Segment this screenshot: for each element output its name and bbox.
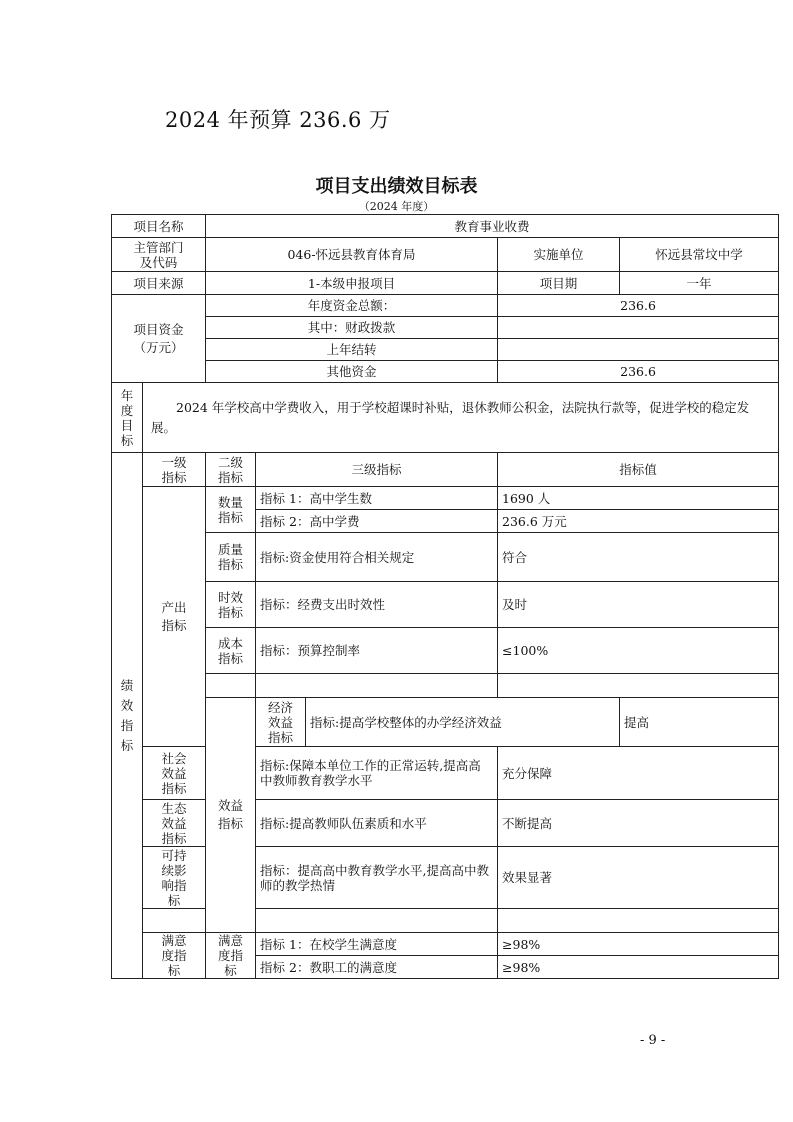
fund-prev-label: 上年结转 xyxy=(206,339,498,361)
table-row xyxy=(112,238,779,272)
indicator-q2-value: 236.6 万元 xyxy=(498,510,779,533)
empty-cell xyxy=(143,909,206,933)
indicator-timely-name: 指标：经费支出时效性 xyxy=(256,582,498,628)
annual-goal-text: 2024 年学校高中学费收入，用于学校超课时补贴，退休教师公积金，法院执行款等，促进学校的稳定发展。 xyxy=(143,383,779,453)
level2-header: 二级 指标 xyxy=(206,453,256,487)
table-row xyxy=(112,272,779,295)
table-row xyxy=(112,295,779,317)
indicator-cost-name: 指标：预算控制率 xyxy=(256,628,498,674)
indicator-timely-value: 及时 xyxy=(498,582,779,628)
indicator-econ-value: 提高 xyxy=(620,698,779,747)
project-source-value: 1-本级申报项目 xyxy=(206,272,498,295)
value-header: 指标值 xyxy=(498,453,779,487)
project-source-label: 项目来源 xyxy=(112,272,206,295)
performance-indicator-label: 绩 效 指 标 xyxy=(112,453,143,979)
table-row xyxy=(112,487,779,510)
performance-goal-table xyxy=(111,214,779,979)
project-period-value: 一年 xyxy=(620,272,779,295)
implementing-unit-value: 怀远县常坟中学 xyxy=(620,238,779,272)
indicator-econ-name: 指标:提高学校整体的办学经济效益 xyxy=(306,698,620,747)
economic-benefit-label: 经济 效益 指标 xyxy=(256,698,306,747)
indicator-cost-value: ≤100% xyxy=(498,628,779,674)
table-row xyxy=(112,698,779,747)
department-label: 主管部门 及代码 xyxy=(112,238,206,272)
satisfaction-indicator-label: 满意 度指 标 xyxy=(143,933,206,979)
indicator-q1-name: 指标 1：高中学生数 xyxy=(256,487,498,510)
quality-indicator-label: 质量 指标 xyxy=(206,533,256,582)
indicator-social-value: 充分保障 xyxy=(498,747,779,800)
indicator-s2-name: 指标 2：教职工的满意度 xyxy=(256,956,498,979)
annual-goal-label: 年 度 目 标 xyxy=(112,383,143,453)
indicator-q1-value: 1690 人 xyxy=(498,487,779,510)
table-row xyxy=(112,383,779,453)
table-row xyxy=(112,453,779,487)
project-name-label: 项目名称 xyxy=(112,215,206,238)
output-indicator-label: 产出 指标 xyxy=(143,487,206,747)
fund-fiscal-value xyxy=(498,317,779,339)
table-row xyxy=(112,215,779,238)
empty-cell xyxy=(256,909,498,933)
indicator-q2-name: 指标 2：高中学费 xyxy=(256,510,498,533)
sustainable-impact-label: 可持 续影 响指 标 xyxy=(143,847,206,909)
table-row xyxy=(112,933,779,956)
implementing-unit-label: 实施单位 xyxy=(498,238,620,272)
indicator-eco-value: 不断提高 xyxy=(498,800,779,847)
indicator-quality-value: 符合 xyxy=(498,533,779,582)
indicator-sustain-name: 指标：提高高中教育教学水平,提高高中教师的教学热情 xyxy=(256,847,498,909)
empty-cell xyxy=(256,674,498,698)
project-name-value: 教育事业收费 xyxy=(206,215,779,238)
project-period-label: 项目期 xyxy=(498,272,620,295)
fund-other-label: 其他资金 xyxy=(206,361,498,383)
department-value: 046-怀远县教育体育局 xyxy=(206,238,498,272)
ecological-benefit-label: 生态 效益 指标 xyxy=(143,800,206,847)
table-row xyxy=(112,339,779,361)
page-number: - 9 - xyxy=(640,1033,666,1048)
table-row xyxy=(112,628,779,674)
budget-heading: 2024 年预算 236.6 万 xyxy=(165,108,391,132)
timeliness-indicator-label: 时效 指标 xyxy=(206,582,256,628)
indicator-quality-name: 指标:资金使用符合相关规定 xyxy=(256,533,498,582)
fund-total-label: 年度资金总额： xyxy=(206,295,498,317)
indicator-s2-value: ≥98% xyxy=(498,956,779,979)
fund-other-value: 236.6 xyxy=(498,361,779,383)
table-year: （2024 年度） xyxy=(358,200,435,213)
quantity-indicator-label: 数量 指标 xyxy=(206,487,256,533)
empty-cell xyxy=(498,674,779,698)
table-row xyxy=(112,674,779,698)
empty-cell xyxy=(498,909,779,933)
indicator-eco-name: 指标:提高教师队伍素质和水平 xyxy=(256,800,498,847)
table-row xyxy=(112,317,779,339)
empty-cell xyxy=(206,674,256,698)
social-benefit-label: 社会 效益 指标 xyxy=(143,747,206,800)
benefit-indicator-label: 效益 指标 xyxy=(206,698,256,933)
fund-total-value: 236.6 xyxy=(498,295,779,317)
table-row xyxy=(112,533,779,582)
project-funds-label: 项目资金 （万元） xyxy=(112,295,206,383)
fund-prev-value xyxy=(498,339,779,361)
table-title: 项目支出绩效目标表 xyxy=(315,176,478,197)
satisfaction-sub-label: 满意 度指 标 xyxy=(206,933,256,979)
cost-indicator-label: 成本 指标 xyxy=(206,628,256,674)
indicator-sustain-value: 效果显著 xyxy=(498,847,779,909)
table-row xyxy=(112,361,779,383)
table-row xyxy=(112,582,779,628)
fund-fiscal-label: 其中：财政拨款 xyxy=(206,317,498,339)
level3-header: 三级指标 xyxy=(256,453,498,487)
indicator-s1-name: 指标 1：在校学生满意度 xyxy=(256,933,498,956)
indicator-s1-value: ≥98% xyxy=(498,933,779,956)
indicator-social-name: 指标:保障本单位工作的正常运转,提高高中教师教育教学水平 xyxy=(256,747,498,800)
level1-header: 一级 指标 xyxy=(143,453,206,487)
